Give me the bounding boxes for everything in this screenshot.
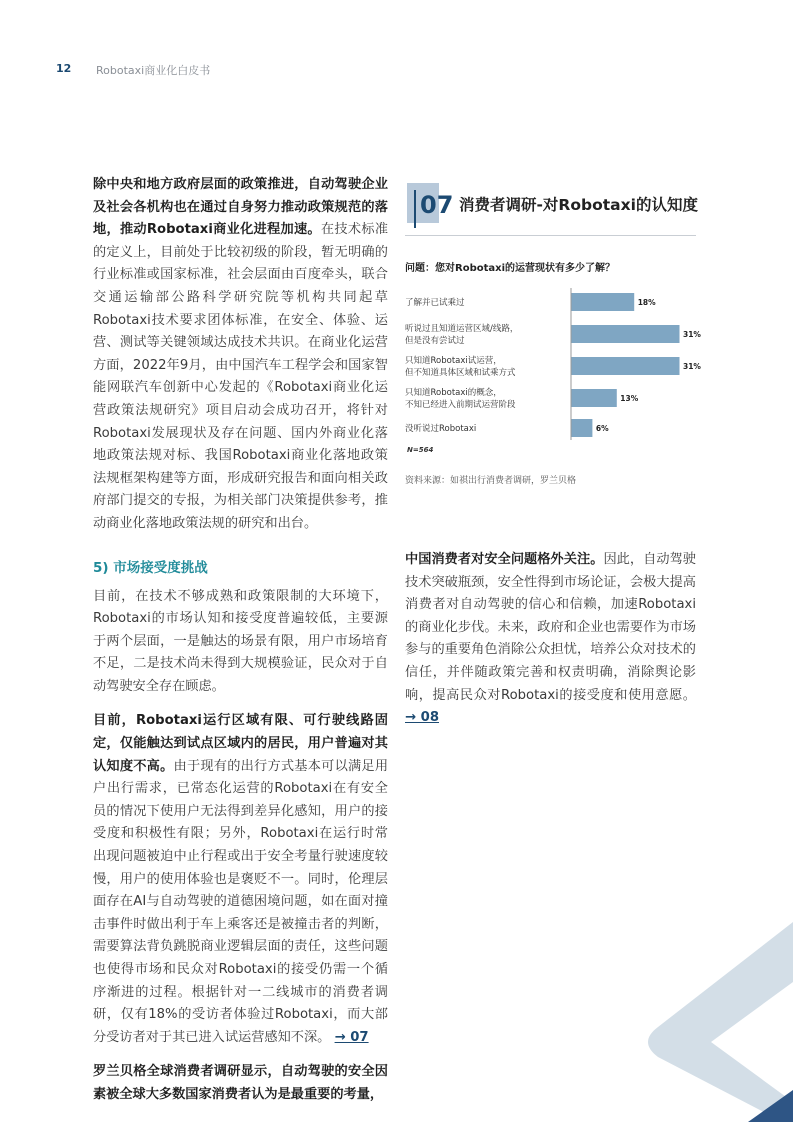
figure-number-rule [414,190,416,228]
bar [572,419,593,437]
chart-source: 资料来源：如祺出行消费者调研，罗兰贝格 [405,476,577,486]
figure-number: 07 [420,191,454,219]
category-label: 但是没有尝试过 [405,336,465,346]
figure-divider [405,235,696,236]
paragraph-lead: 除中央和地方政府层面的政策推进，自动驾驶企业及社会各机构也在通过自身努力推动政策规范的落地，推动Robotaxi商业化进程加速。 [93,177,388,238]
awareness-bar-chart [405,288,701,443]
bar-value-label: 13% [620,394,639,403]
figure-title: 消费者调研-对Robotaxi的认知度 [459,196,698,214]
paragraph-safety [405,549,696,730]
paragraph-lead: 中国消费者对安全问题格外关注。 [405,552,604,567]
bar [572,357,680,375]
section-heading: 5) 市场接受度挑战 [93,559,208,576]
bar [572,389,617,407]
paragraph-lead: 罗兰贝格全球消费者调研显示，自动驾驶的安全因素被全球大多数国家消费者认为是最重要的考量， [93,1064,388,1102]
running-header-title: Robotaxi商业化白皮书 [96,64,211,77]
bar [572,325,680,343]
paragraph-market: 目前，在技术不够成熟和政策限制的大环境下，Robotaxi的市场认知和接受度普遍较低，主要源于两个层面，一是触达的场景有限，用户市场培育不足，二是技术尚未得到大规模验证，民众对于自动驾驶安全存在顾虑。 [93,588,388,694]
sample-size: N=564 [407,446,434,454]
figure-reference-link[interactable]: → 08 [405,710,439,726]
category-label: 听说过且知道运营区域/线路， [405,324,519,334]
paragraph-lead: 目前，Robotaxi运行区域有限、可行驶线路固定，仅能触达到试点区域内的居民，用户普遍对其认知度不高。 [93,713,388,774]
category-label: 没听说过Robotaxi [405,424,477,434]
bar [572,293,635,311]
corner-chevron-decoration [593,922,793,1122]
bar-value-label: 31% [683,330,701,339]
bar-value-label: 31% [683,362,701,371]
paragraph-awareness [93,710,388,1049]
paragraph-body: 在技术标准的定义上，目前处于比较初级的阶段，暂无明确的行业标准或国家标准，社会层面由百度牵头，联合交通运输部公路科学研究院等机构共同起草Robotaxi技术要求团体标准，在安全、体验、运营、测试等关键领域达成技术共识。在商业化运营方面，2022年9月，由中国汽车工程学会和国家智能网联汽车创新中心发起的《Robotaxi商业化运营政策法规研究》项目启动会成功召开，将针对Robotaxi发展现状及存在问题、国内外商业化落地政策法规对标、我国Robotaxi商业化落地政策法规框架构建等方面，形成研究报告和面向相关政府部门提交的专报，为相关部门决策提供参考，推动商业化落地政策法规的研究和出台。 [93,222,389,531]
left-column [93,174,388,1119]
chart-question: 问题：您对Robotaxi的运营现状有多少了解？ [405,263,616,274]
paragraph-global-survey [93,1061,388,1106]
category-label: 不知已经进入前期试运营阶段 [405,400,516,410]
category-label: 但不知道具体区域和试乘方式 [405,368,516,378]
right-column [405,174,701,742]
figure-header [405,183,696,235]
paragraph-body: 因此，自动驾驶技术突破瓶颈，安全性得到市场论证，会极大提高消费者对自动驾驶的信心和信赖，加速Robotaxi的商业化步伐。未来，政府和企业也需要作为市场参与的重要角色消除公众担忧，培养公众对技术的信任，并伴随政策完善和权责明确，消除舆论影响，提高民众对Robotaxi的接受度和使用意愿。 [405,552,696,703]
page-number: 12 [56,62,72,75]
paragraph-body: 由于现有的出行方式基本可以满足用户出行需求，已常态化运营的Robotaxi在有安全员的情况下使用户无法得到差异化感知，用户的接受度和积极性有限；另外，Robotaxi在运行时常出现问题被迫中止行程或出于安全考量行驶速度较慢，用户的使用体验也是褒贬不一。同时，伦理层面存在AI与自动驾驶的道德困境问题，如在面对撞击事件时做出利于车上乘客还是被撞击者的判断，需要算法背负跳脱商业逻辑层面的责任，这些问题也使得市场和民众对Robotaxi的接受仍需一个循序渐进的过程。根据针对一二线城市的消费者调研，仅有18%的受访者体验过Robotaxi，而大部分受访者对于其已进入试运营感知不深。 [93,758,389,1045]
paragraph-policy [93,174,388,536]
category-label: 只知道Robotaxi试运营， [405,356,502,366]
category-label: 了解并已试乘过 [405,298,465,308]
figure-reference-link[interactable]: → 07 [334,1029,369,1045]
bar-value-label: 18% [637,298,656,307]
category-label: 只知道Robotaxi的概念， [405,388,502,398]
bar-value-label: 6% [595,424,609,433]
